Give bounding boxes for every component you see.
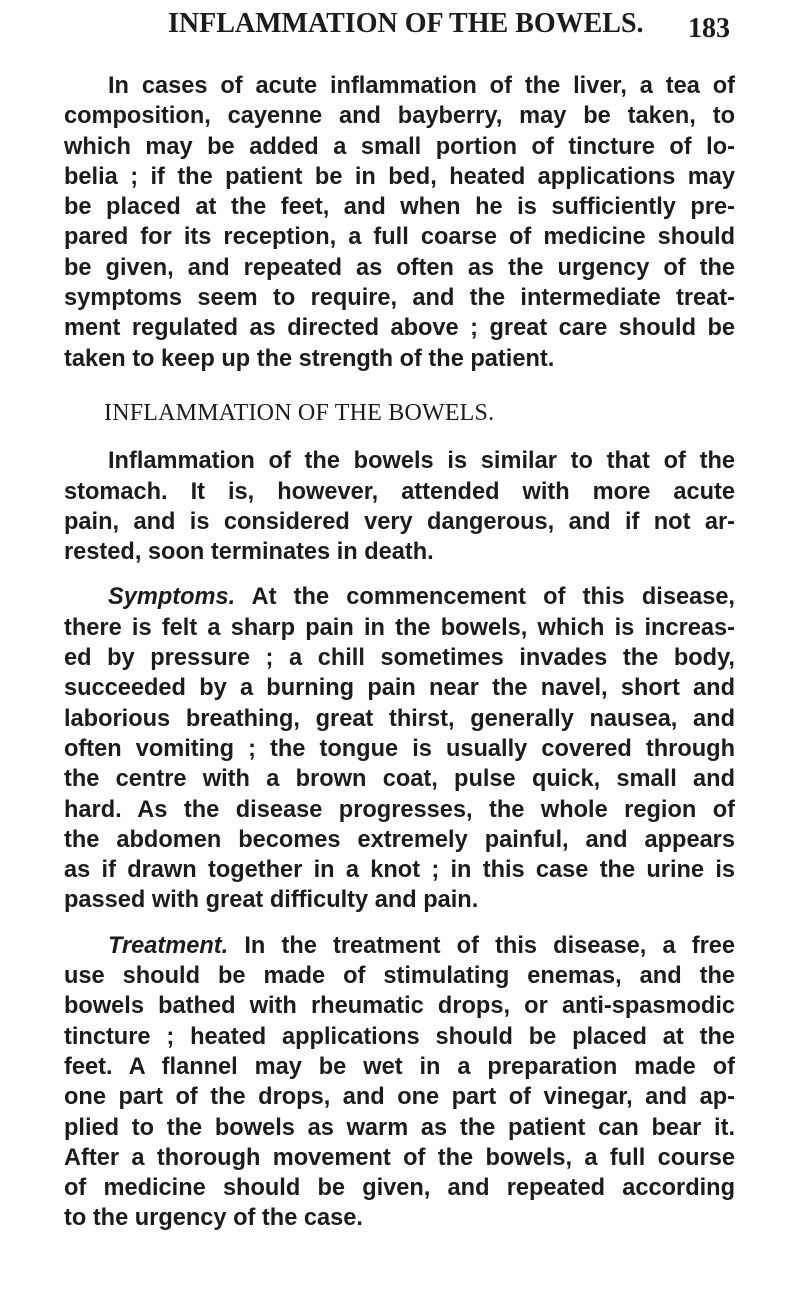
running-title: INFLAMMATION OF THE BOWELS. [168,8,644,39]
text-line: ed by pressure ; a chill sometimes invades the body, [64,645,735,672]
paragraph-treatment [64,931,735,1234]
text-line: taken to keep up the strength of the patient. [64,345,555,372]
text-line: bowels bathed with rheumatic drops, or anti-spasmodic [64,993,735,1020]
text-line: which may be added a small portion of tincture of lo- [64,133,735,160]
text-line: tincture ; heated applications should be placed at the [64,1023,735,1050]
text-line: be placed at the feet, and when he is sufficiently pre- [64,194,735,221]
body-text [64,71,735,1234]
text-line: belia ; if the patient be in bed, heated applications may [64,163,735,190]
text-fragment: In the treatment of this disease, a free [228,932,735,959]
text-line: Inflammation of the bowels is similar to that of the [108,448,735,475]
text-line: composition, cayenne and bayberry, may be taken, to [64,103,735,130]
text-line: ment regulated as directed above ; great care should be [64,315,735,342]
text-line: passed with great difficulty and pain. [64,887,479,914]
running-head [0,4,800,44]
text-line: there is felt a sharp pain in the bowels, which is increas- [64,614,735,641]
text-line: pain, and is considered very dangerous, and if not ar- [64,508,735,535]
text-line: symptoms seem to require, and the intermediate treat- [64,285,735,312]
treatment-label: Treatment. [108,932,229,959]
text-line: often vomiting ; the tongue is usually covered through [64,735,735,762]
section-heading: INFLAMMATION OF THE BOWELS. [104,399,495,426]
text-line: to the urgency of the case. [64,1205,363,1232]
text-line [64,582,735,612]
text-line: rested, soon terminates in death. [64,539,434,566]
text-line: be given, and repeated as often as the urgency of the [64,254,735,281]
text-line: plied to the bowels as warm as the patient can bear it. [64,1114,735,1141]
paragraph-intro [64,446,735,567]
text-line [64,931,735,961]
symptoms-label: Symptoms. [108,584,236,611]
paragraph-gap [64,567,735,582]
text-line: In cases of acute inflammation of the liver, a tea of [108,73,735,99]
text-line: succeeded by a burning pain near the navel, short and [64,675,735,702]
text-line: laborious breathing, great thirst, generally nausea, and [64,705,735,732]
paragraph-liver [64,71,735,374]
text-line: as if drawn together in a knot ; in this case the urine is [64,857,735,884]
page-number: 183 [688,13,730,44]
text-line: one part of the drops, and one part of vinegar, and ap- [64,1084,735,1111]
text-fragment: At the commencement of this disease, [235,584,735,611]
text-line: use should be made of stimulating enemas, and the [64,963,735,990]
text-line: the centre with a brown coat, pulse quick, small and [64,766,735,793]
text-line: feet. A flannel may be wet in a preparation made of [64,1053,735,1080]
text-line: pared for its reception, a full coarse of medicine should [64,224,735,251]
text-line: the abdomen becomes extremely painful, and appears [64,826,735,853]
text-line: of medicine should be given, and repeated according [64,1175,735,1202]
text-line: hard. As the disease progresses, the whole region of [64,796,735,823]
paragraph-gap [64,916,735,931]
paragraph-symptoms [64,582,735,915]
text-line: After a thorough movement of the bowels, a full course [64,1144,735,1171]
text-line: stomach. It is, however, attended with more acute [64,478,735,505]
